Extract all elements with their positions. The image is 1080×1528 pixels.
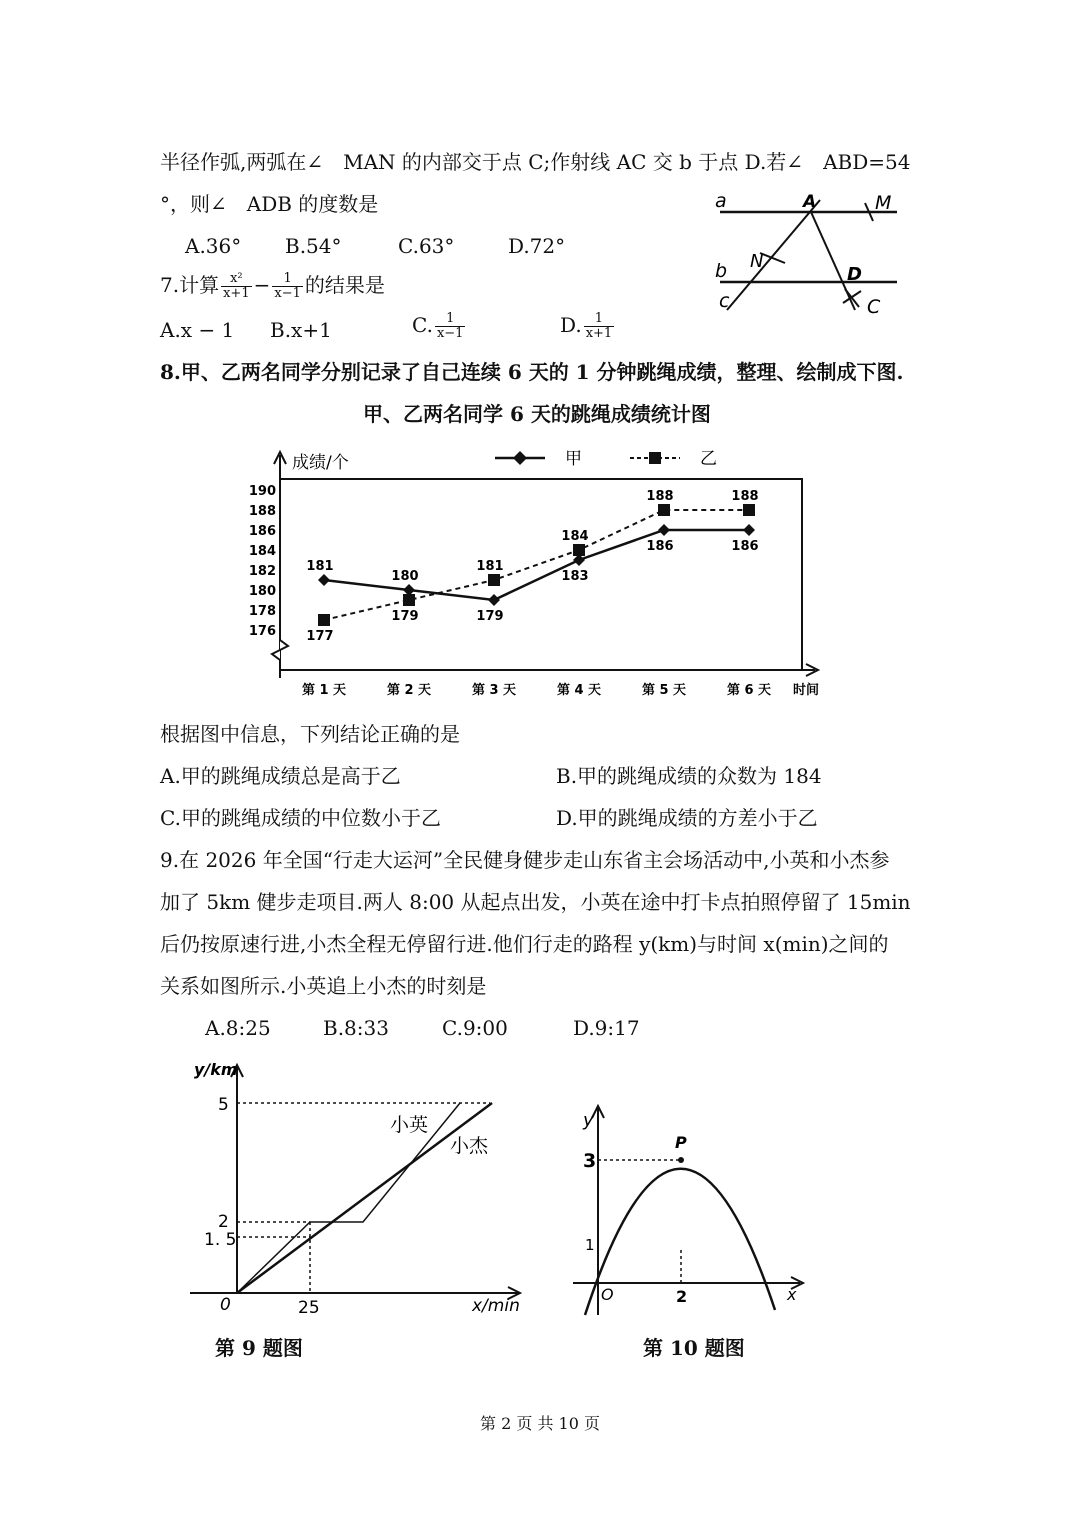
q6-geometry-figure	[705, 185, 915, 320]
q9-line3: 后仍按原速行进,小杰全程无停留行进.他们行走的路程 y(km)与时间 x(min)之间的	[160, 932, 889, 956]
chart-point-1-2	[488, 574, 500, 586]
q7-prefix: 7.计算	[160, 273, 220, 297]
fig10-caption: 第 10 题图	[643, 1336, 745, 1360]
q7-option-d	[560, 312, 616, 341]
label-C: C	[867, 296, 881, 318]
chart-x-tick-label: 第 5 天	[641, 683, 687, 698]
q7-c-fraction	[435, 312, 466, 341]
q7-c-den: x−1	[436, 326, 464, 341]
chart-frame	[280, 479, 802, 670]
chart-data-label: 184	[561, 529, 589, 544]
q7-option-b: B.x+1	[270, 318, 332, 342]
chart-data-label: 180	[391, 569, 419, 584]
chart-point-0-0	[318, 574, 330, 586]
q7-d-fraction	[584, 312, 615, 341]
label-M: M	[875, 192, 892, 214]
chart-y-tick-label: 182	[248, 564, 276, 579]
fig9-label-xiaoying: 小英	[390, 1114, 429, 1136]
chart-data-label: 183	[561, 569, 589, 584]
chart-point-1-3	[573, 544, 585, 556]
fig10-label-P: P	[675, 1133, 687, 1152]
q9-option-d: D.9:17	[573, 1016, 640, 1040]
chart-y-tick-label: 178	[248, 604, 276, 619]
chart-data-label: 186	[731, 539, 759, 554]
chart-y-tick-label: 176	[248, 624, 276, 639]
q7-suffix: 的结果是	[304, 273, 385, 297]
chart-xlabel: 时间	[793, 683, 820, 698]
q7-f1-num: x²	[221, 272, 252, 287]
fig9-tick-2: 2	[218, 1212, 229, 1232]
chart-data-label: 188	[646, 489, 674, 504]
label-N: N	[750, 251, 764, 272]
q6-option-b: B.54°	[285, 234, 342, 258]
fig10-parabola-graph	[565, 1100, 810, 1325]
fig9-tick-1-5: 1. 5	[204, 1230, 237, 1250]
chart-title: 甲、乙两名同学 6 天的跳绳成绩统计图	[363, 402, 711, 426]
q7-minus: −	[253, 273, 271, 297]
q9-line4: 关系如图所示.小英追上小杰的时刻是	[160, 974, 487, 998]
fig10-ylabel: y	[583, 1110, 594, 1131]
chart-y-tick-label: 188	[248, 504, 276, 519]
chart-x-tick-label: 第 4 天	[556, 683, 602, 698]
label-A: A	[803, 192, 817, 212]
chart-data-label: 179	[391, 609, 419, 624]
chart-data-label: 181	[306, 559, 334, 574]
q7-line	[160, 272, 385, 301]
fig9-xlabel: x/min	[472, 1296, 520, 1316]
q8-stem: 8.甲、乙两名同学分别记录了自己连续 6 天的 1 分钟跳绳成绩，整理、绘制成下图.	[160, 360, 904, 384]
q7-d-num: 1	[584, 312, 615, 327]
legend-label-jia: 甲	[565, 449, 582, 469]
q6-line1: 半径作弧,两弧在∠ MAN 的内部交于点 C;作射线 AC 交 b 于点 D.若∠ ABD=54	[160, 150, 911, 174]
fig10-tick-3: 3	[583, 1150, 597, 1172]
fig10-origin: O	[601, 1285, 614, 1304]
q7-c-prefix: C.	[412, 313, 433, 337]
q8-option-a: A.甲的跳绳成绩总是高于乙	[160, 764, 401, 788]
chart-data-label: 186	[646, 539, 674, 554]
label-b: b	[715, 260, 728, 282]
chart-data-label: 179	[476, 609, 504, 624]
label-D: D	[847, 264, 862, 285]
q8-line-chart	[240, 440, 840, 710]
fig9-ylabel: y/km	[194, 1060, 238, 1079]
chart-point-0-2	[488, 594, 500, 606]
q8-option-c: C.甲的跳绳成绩的中位数小于乙	[160, 806, 441, 830]
q7-f1-den: x+1	[223, 286, 250, 301]
fig9-tick-25: 25	[298, 1298, 320, 1318]
fig9-label-xiaojie: 小杰	[450, 1135, 489, 1157]
chart-point-1-1	[403, 594, 415, 606]
label-c: c	[719, 290, 730, 312]
chart-x-tick-label: 第 3 天	[471, 683, 517, 698]
chart-series-line-1	[324, 510, 749, 620]
q7-d-den: x+1	[585, 326, 613, 341]
chart-x-tick-label: 第 6 天	[726, 683, 772, 698]
fig9-distance-time-graph	[180, 1055, 530, 1320]
chart-y-tick-label: 190	[248, 484, 276, 499]
chart-y-tick-label: 186	[248, 524, 276, 539]
chart-y-tick-label: 184	[248, 544, 276, 559]
fig9-caption: 第 9 题图	[215, 1336, 303, 1360]
q8-question: 根据图中信息，下列结论正确的是	[160, 722, 460, 746]
chart-point-0-4	[658, 524, 670, 536]
chart-data-label: 188	[731, 489, 759, 504]
page-footer: 第 2 页 共 10 页	[480, 1414, 600, 1433]
q6-option-a: A.36°	[185, 234, 242, 258]
q9-option-b: B.8:33	[323, 1016, 389, 1040]
legend-label-yi: 乙	[700, 449, 717, 469]
q6-option-c: C.63°	[398, 234, 455, 258]
chart-ylabel: 成绩/个	[292, 453, 349, 473]
fig9-tick-5: 5	[218, 1095, 229, 1115]
q9-option-a: A.8:25	[205, 1016, 271, 1040]
q9-line1: 9.在 2026 年全国“行走大运河”全民健身健步走山东省主会场活动中,小英和小杰参	[160, 848, 890, 872]
q9-line2: 加了 5km 健步走项目.两人 8:00 从起点出发，小英在途中打卡点拍照停留了 15min	[160, 890, 911, 914]
chart-point-1-5	[743, 504, 755, 516]
q7-d-prefix: D.	[560, 313, 582, 337]
q8-option-b: B.甲的跳绳成绩的众数为 184	[556, 764, 822, 788]
q7-option-c	[412, 312, 467, 341]
q8-option-d: D.甲的跳绳成绩的方差小于乙	[556, 806, 818, 830]
chart-x-tick-label: 第 1 天	[301, 683, 347, 698]
q7-c-num: 1	[435, 312, 466, 327]
q7-f2-den: x−1	[274, 286, 301, 301]
q7-fraction-2	[272, 272, 303, 301]
fig10-tick-1: 1	[585, 1236, 595, 1254]
chart-data-label: 181	[476, 559, 504, 574]
chart-point-1-4	[658, 504, 670, 516]
legend-marker-jia	[513, 451, 527, 465]
q7-f2-num: 1	[272, 272, 303, 287]
chart-axis-break	[272, 640, 288, 660]
label-a: a	[715, 190, 727, 212]
chart-point-0-5	[743, 524, 755, 536]
fig9-origin: 0	[220, 1295, 231, 1315]
fig10-xlabel: x	[787, 1285, 797, 1304]
q6-option-d: D.72°	[508, 234, 566, 258]
q7-option-a: A.x − 1	[160, 318, 235, 342]
q9-option-c: C.9:00	[442, 1016, 508, 1040]
chart-y-tick-label: 180	[248, 584, 276, 599]
legend-marker-yi	[649, 452, 661, 464]
q6-line2: °，则∠ ADB 的度数是	[160, 192, 379, 216]
fig10-tick-2: 2	[676, 1287, 688, 1306]
q7-fraction-1	[221, 272, 252, 301]
chart-data-label: 177	[306, 629, 334, 644]
chart-x-tick-label: 第 2 天	[386, 683, 432, 698]
chart-point-1-0	[318, 614, 330, 626]
